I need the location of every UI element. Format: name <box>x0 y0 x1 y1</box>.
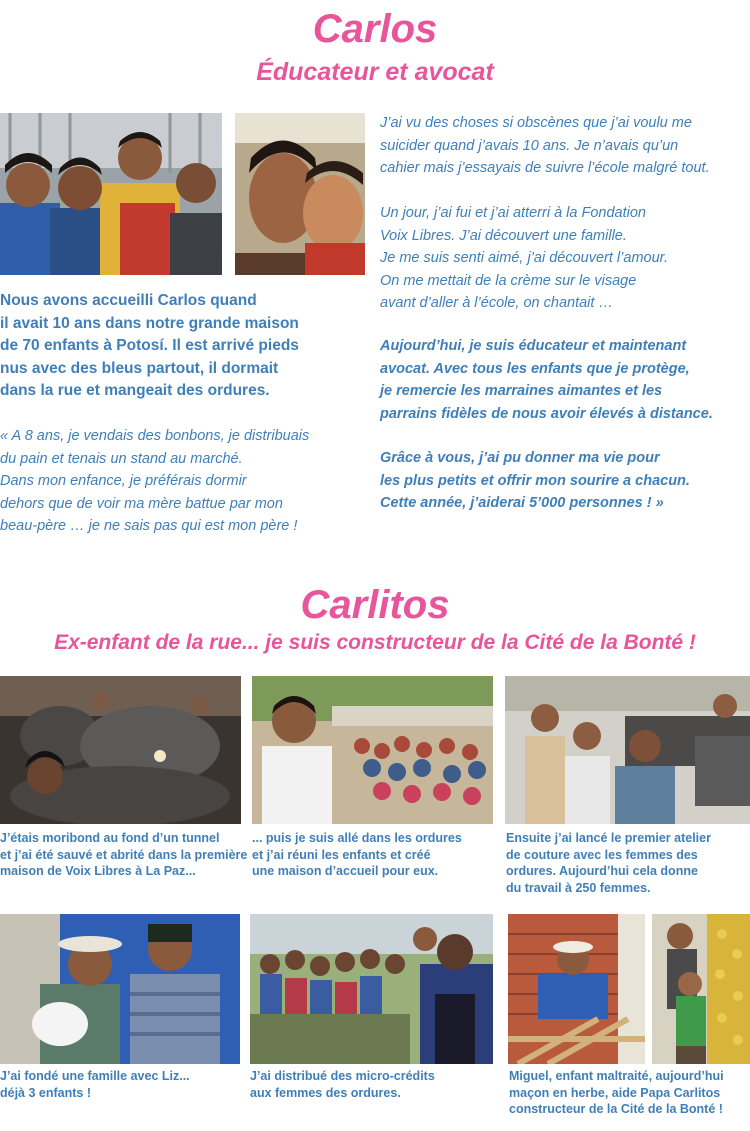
carlos-quote-foundation: Un jour, j’ai fui et j’ai atterri à la Fondation Voix Libres. J’ai découvert une famille. Je me suis senti aimé, j’ai découvert l’amour. On me mettait de la crème sur le visage avant d’aller à l’école, on chantait … <box>380 205 668 311</box>
photo-family <box>0 914 240 1064</box>
carlos-intro: Nous avons accueilli Carlos quand il avait 10 ans dans notre grande maison de 70 enfants à Potosí. Il est arrivé pieds nus avec des bleus partout, il dormait dans la rue et mangeait des ordures. <box>0 292 299 399</box>
carlos-quote-childhood: « A 8 ans, je vendais des bonbons, je distribuais du pain et tenais un stand au marché. Dans mon enfance, je préférais dormir dehors que de voir ma mère battue par mon beau-père … je ne sais pas qui est mon père ! <box>0 428 310 534</box>
photo-children-gathering <box>252 676 493 824</box>
carlitos-subtitle: Ex-enfant de la rue... je suis constructeur de la Cité de la Bonté ! <box>54 631 696 654</box>
carlos-quote-suicide: J’ai vu des choses si obscènes que j’ai voulu me suicider quand j’avais 10 ans. Je n’avais qu’un cahier mais j’essayais de suivre l’école malgré tout. <box>380 115 710 176</box>
photo-micro-credits <box>250 914 493 1064</box>
caption-tunnel: J’étais moribond au fond d’un tunnel et j’ai été sauvé et abrité dans la première maison de Voix Libres à La Paz... <box>0 831 248 878</box>
caption-family: J’ai fondé une famille avec Liz... déjà 3 enfants ! <box>0 1069 190 1100</box>
carlos-quote-thanks: Grâce à vous, j’ai pu donner ma vie pour les plus petits et offrir mon sourire a chacun. Cette année, j’aiderai 5’000 personnes ! » <box>380 450 690 511</box>
carlos-subtitle: Éducateur et avocat <box>256 58 494 86</box>
caption-sewing-workshop: Ensuite j’ai lancé le premier atelier de couture avec les femmes des ordures. Aujourd’hui cela donne du travail à 250 femmes. <box>506 831 711 895</box>
carlos-quote-today: Aujourd’hui, je suis éducateur et maintenant avocat. Avec tous les enfants que je protège, je remercie les marraines aimantes et les parrains fidèles de nous avoir élevés à distance. <box>380 338 713 422</box>
carlos-title: Carlos <box>312 7 438 51</box>
photo-construction-miguel <box>508 914 645 1064</box>
photo-carlos-with-children <box>0 113 222 275</box>
caption-miguel: Miguel, enfant maltraité, aujourd’hui maçon en herbe, aide Papa Carlitos constructeur de la Cité de la Bonté ! <box>509 1069 724 1116</box>
photo-carlitos-wall <box>652 914 750 1064</box>
photo-tunnel <box>0 676 241 824</box>
carlitos-title: Carlitos <box>300 583 450 627</box>
photo-sewing-workshop <box>505 676 750 824</box>
caption-children-gathering: ... puis je suis allé dans les ordures et j’ai réuni les enfants et créé une maison d’accueil pour eux. <box>252 831 462 878</box>
caption-micro-credits: J’ai distribué des micro-crédits aux femmes des ordures. <box>250 1069 435 1100</box>
photo-carlos-closeup <box>235 113 365 275</box>
